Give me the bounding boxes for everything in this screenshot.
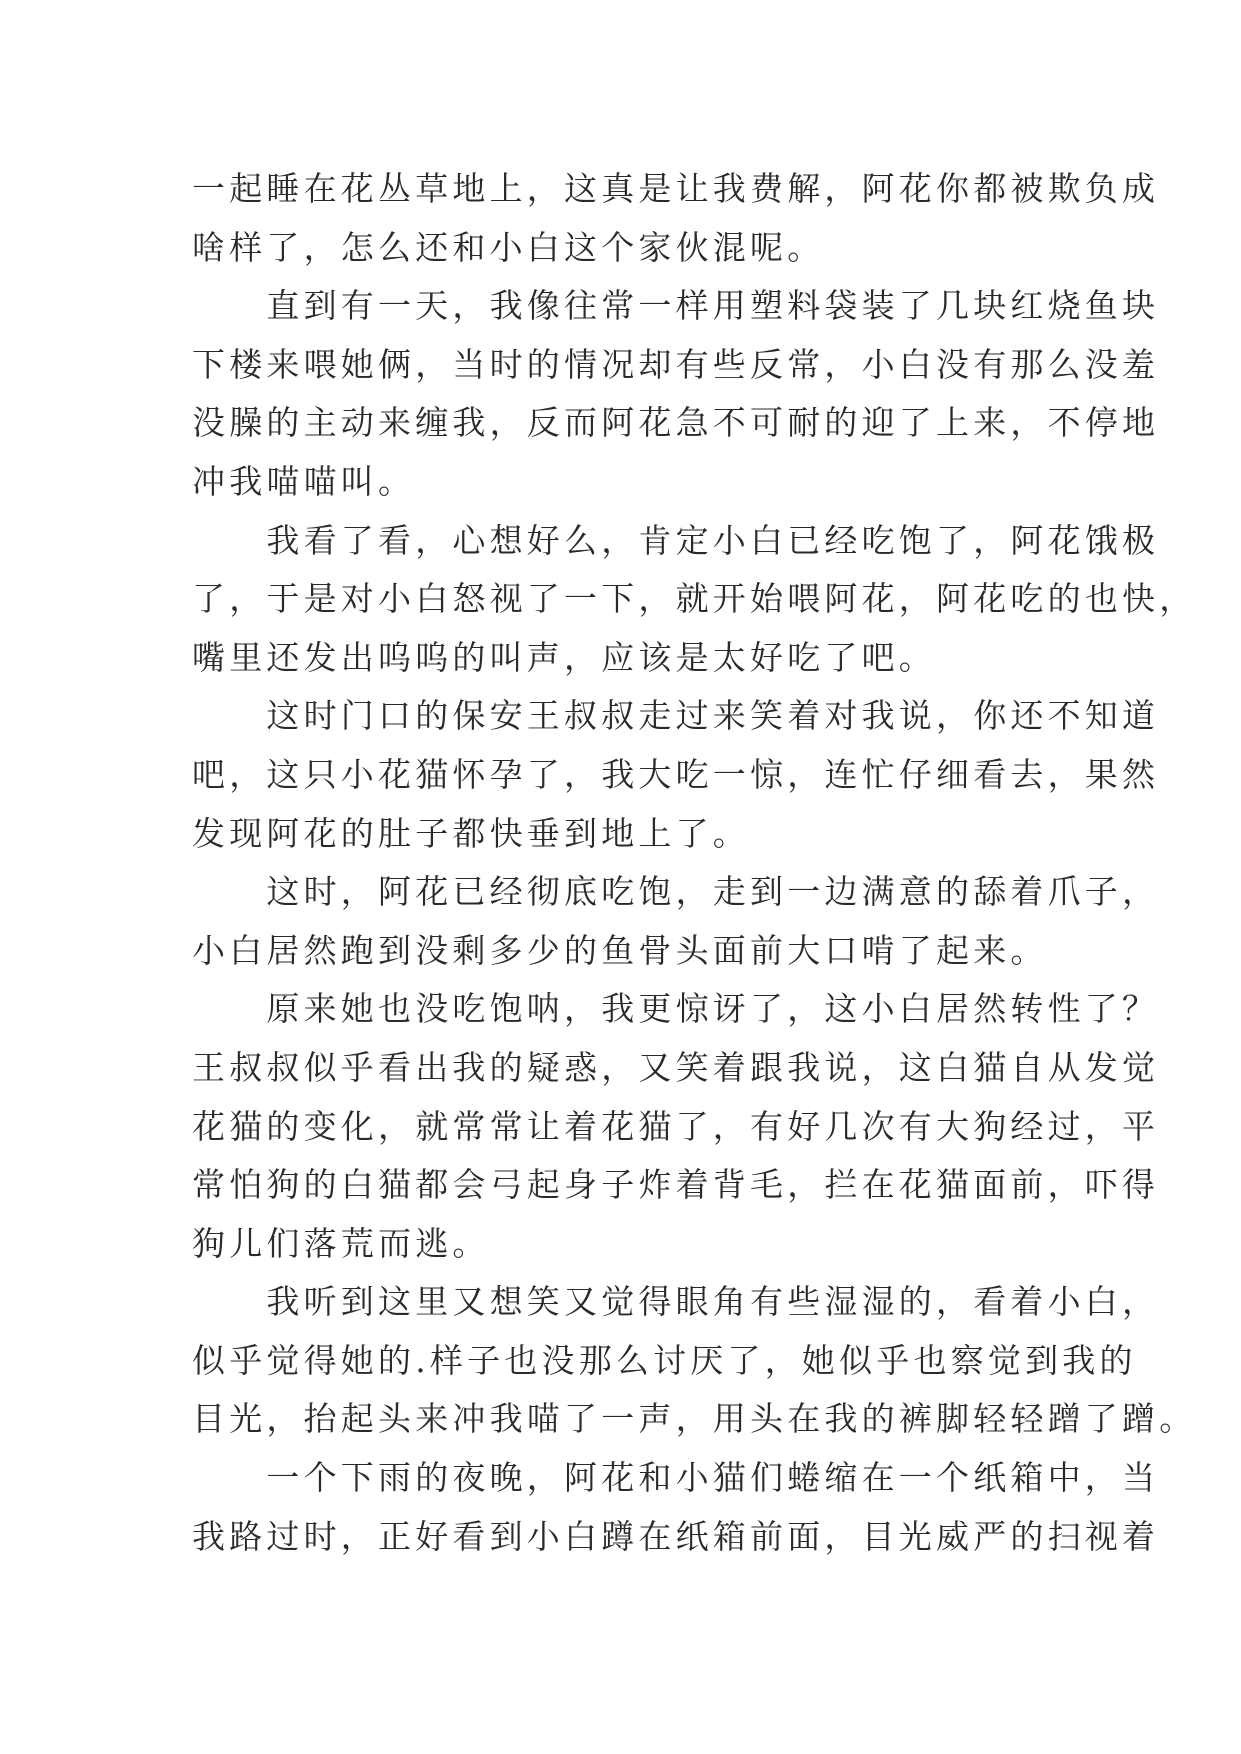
text-line: 一个下雨的夜晚，阿花和小猫们蜷缩在一个纸箱中，当 — [192, 1458, 1160, 1498]
text-line: 我看了看，心想好么，肯定小白已经吃饱了，阿花饿极 — [192, 520, 1160, 560]
text-line: 花猫的变化，就常常让着花猫了，有好几次有大狗经过，平 — [192, 1106, 1160, 1146]
text-line: 这时门口的保安王叔叔走过来笑着对我说，你还不知道 — [192, 696, 1160, 736]
text-line: 啥样了，怎么还和小白这个家伙混呢。 — [192, 227, 825, 267]
text-line: 一起睡在花丛草地上，这真是让我费解，阿花你都被欺负成 — [192, 169, 1160, 208]
body-text — [192, 160, 1197, 1566]
text-line: 这时，阿花已经彻底吃饱，走到一边满意的舔着爪子， — [192, 872, 1160, 912]
text-line: 似乎觉得她的.样子也没那么讨厌了，她似乎也察觉到我的 — [192, 1340, 1137, 1380]
text-line: 我路过时，正好看到小白蹲在纸箱前面，目光威严的扫视着 — [192, 1516, 1160, 1556]
text-line: 原来她也没吃饱呐，我更惊讶了，这小白居然转性了？ — [192, 989, 1160, 1029]
text-line: 下楼来喂她俩，当时的情况却有些反常，小白没有那么没羞 — [192, 344, 1160, 384]
text-line: 小白居然跑到没剩多少的鱼骨头面前大口啃了起来。 — [192, 930, 1048, 970]
text-line: 狗儿们落荒而逃。 — [192, 1223, 490, 1263]
text-line: 冲我喵喵叫。 — [192, 461, 416, 501]
text-line: 了，于是对小白怒视了一下，就开始喂阿花，阿花吃的也快， — [192, 579, 1197, 619]
text-line: 直到有一天，我像往常一样用塑料袋装了几块红烧鱼块 — [192, 286, 1160, 326]
text-line: 我听到这里又想笑又觉得眼角有些湿湿的，看着小白， — [192, 1282, 1160, 1322]
text-line: 嘴里还发出呜呜的叫声，应该是太好吃了吧。 — [192, 637, 936, 677]
text-line: 目光，抬起头来冲我喵了一声，用头在我的裤脚轻轻蹭了蹭。 — [192, 1399, 1197, 1439]
text-line: 没臊的主动来缠我，反而阿花急不可耐的迎了上来，不停地 — [192, 403, 1160, 443]
text-line: 常怕狗的白猫都会弓起身子炸着背毛，拦在花猫面前，吓得 — [192, 1165, 1160, 1205]
text-line: 发现阿花的肚子都快垂到地上了。 — [192, 813, 750, 853]
text-line: 吧，这只小花猫怀孕了，我大吃一惊，连忙仔细看去，果然 — [192, 754, 1160, 794]
text-line: 王叔叔似乎看出我的疑惑，又笑着跟我说，这白猫自从发觉 — [192, 1047, 1160, 1087]
